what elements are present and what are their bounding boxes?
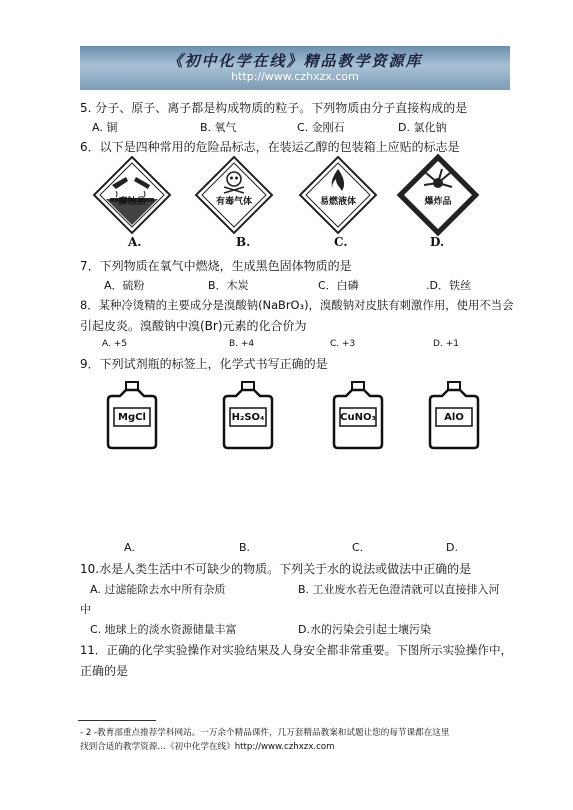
bottle-d-label: AlO (444, 412, 464, 423)
question-8-stem-line-1: 8．某种冷烫精的主要成分是溴酸钠(NaBrO₃)，溴酸钠对皮肤有刺激作用，使用不当会 (80, 298, 514, 312)
explosive-sign-label: 爆炸品 (424, 197, 452, 207)
footer-line-2: 找到合适的教学资源…《初中化学在线》http://www.czhxzx.com (80, 742, 335, 752)
question-8-stem-line-2: 引起皮炎。溴酸钠中溴(Br)元素的化合价为 (80, 319, 307, 333)
flammable-liquid-sign-label: 易燃液体 (319, 197, 356, 207)
q9-letter-a: A. (124, 541, 135, 554)
banner-title: 《初中化学在线》精品教学资源库 (167, 52, 423, 70)
q7-option-a: A．硫粉 (104, 279, 145, 292)
q7-option-c: C．白磷 (318, 279, 359, 292)
q8-option-d: D. +1 (433, 339, 459, 349)
bottle-b-label: H₂SO₄ (231, 412, 265, 423)
question-6-stem: 6．以下是四种常用的危险品标志，在装运乙醇的包装箱上应贴的标志是 (80, 140, 460, 154)
q10-option-c: C. 地球上的淡水资源储量丰富 (90, 623, 237, 636)
q6-letter-b: B. (236, 235, 251, 249)
q7-option-b: B．木炭 (208, 279, 249, 292)
q6-letter-d: D. (430, 235, 445, 249)
q5-option-c: C. 金刚石 (297, 121, 345, 134)
q9-letter-c: C. (352, 541, 364, 554)
question-11-stem-line-1: 11．正确的化学实验操作对实验结果及人身安全都非常重要。下图所示实验操作中， (80, 643, 513, 657)
q8-option-b: B. +4 (229, 339, 255, 349)
question-10-stem: 10.水是人类生活中不可缺少的物质。下列关于水的说法或做法中正确的是 (80, 562, 472, 576)
q10-option-b: B. 工业废水若无色澄清就可以直接排入河 (298, 583, 500, 596)
q10-option-b-continued: 中 (80, 603, 91, 616)
bottle-c-label: CuNO₃ (340, 412, 376, 423)
toxic-gas-sign-label: 有毒气体 (215, 197, 252, 207)
question-11-stem-line-2: 正确的是 (80, 664, 129, 678)
question-7-stem: 7．下列物质在氧气中燃烧，生成黑色固体物质的是 (80, 259, 352, 273)
bottle-a-label: MgCl (118, 412, 146, 423)
q5-option-a: A. 铜 (92, 121, 118, 134)
q7-option-d: .D．铁丝 (426, 279, 471, 292)
footer-line-1: - 2 -教育部重点推荐学科网站。一万余个精品课件，几万套精品教案和试题让您的每节课都在这里 (80, 728, 450, 738)
q10-option-a: A. 过滤能除去水中所有杂质 (90, 583, 226, 596)
q8-option-a: A. +5 (102, 339, 127, 349)
header-banner (80, 46, 510, 90)
q9-letter-d: D. (446, 541, 458, 554)
q8-option-c: C. +3 (330, 339, 356, 349)
banner-url: http://www.czhxzx.com (231, 70, 359, 83)
q6-letter-c: C. (334, 235, 348, 249)
question-5-stem: 5. 分子、原子、离子都是构成物质的粒子。下列物质由分子直接构成的是 (80, 101, 468, 115)
q5-option-b: B. 氧气 (200, 121, 237, 134)
q10-option-d: D.水的污染会引起土壤污染 (298, 623, 431, 636)
question-9-stem: 9．下列试剂瓶的标签上，化学式书写正确的是 (80, 357, 328, 371)
footer-divider (78, 720, 156, 721)
q6-letter-a: A. (128, 235, 142, 249)
q9-letter-b: B. (239, 541, 251, 554)
corrosive-sign-label: 腐蚀品 (118, 197, 146, 207)
q5-option-d: D. 氯化钠 (398, 121, 447, 134)
